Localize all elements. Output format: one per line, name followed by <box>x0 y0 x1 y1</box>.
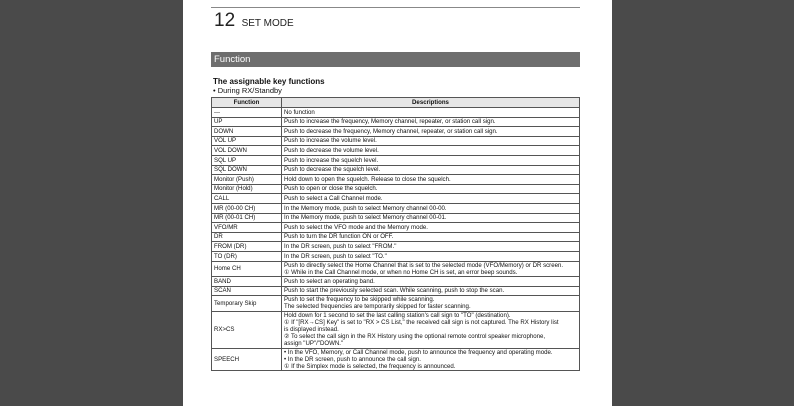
description-cell <box>282 213 580 223</box>
function-cell: VOL UP <box>212 136 282 146</box>
description-cell <box>282 251 580 261</box>
section-subheading: • During RX/Standby <box>213 86 282 95</box>
assignable-keys-table <box>211 97 580 371</box>
function-cell: MR (00-00 CH) <box>212 203 282 213</box>
function-cell: SPEECH <box>212 348 282 371</box>
description-cell <box>282 223 580 233</box>
function-cell: MR (00-01 CH) <box>212 213 282 223</box>
description-cell <box>282 232 580 242</box>
description-line: Push to increase the frequency, Memory channel, repeater, or station call sign. <box>284 118 496 126</box>
function-cell: DR <box>212 232 282 242</box>
description-line: assign "UP"/"DOWN." <box>284 340 344 348</box>
function-cell: Monitor (Push) <box>212 175 282 185</box>
table-row <box>212 296 580 311</box>
document-page <box>183 0 612 406</box>
table-row <box>212 194 580 204</box>
description-line: Push to decrease the volume level. <box>284 147 379 155</box>
description-line: ② To select the call sign in the RX History using the optional remote control speaker microphone, <box>284 333 546 341</box>
function-cell: RX>CS <box>212 311 282 348</box>
function-cell: BAND <box>212 276 282 286</box>
table-row <box>212 117 580 127</box>
description-line: • In the VFO, Memory, or Call Channel mode, push to announce the frequency and operating mode. <box>284 348 553 356</box>
description-line: Push to decrease the frequency, Memory channel, repeater, or station call sign. <box>284 127 498 135</box>
description-line: In the DR screen, push to select "FROM." <box>284 243 397 250</box>
chapter-number: 12 <box>214 10 236 31</box>
table-row <box>212 242 580 252</box>
description-cell <box>282 194 580 204</box>
description-cell <box>282 155 580 165</box>
table-row <box>212 127 580 137</box>
description-line: Hold down for 1 second to set the last calling station's call sign to "TO" (destination). <box>284 311 511 319</box>
description-cell <box>282 311 580 348</box>
table-row <box>212 232 580 242</box>
function-cell: VOL DOWN <box>212 146 282 156</box>
function-cell: FROM (DR) <box>212 242 282 252</box>
function-cell: SCAN <box>212 286 282 296</box>
table-row <box>212 146 580 156</box>
description-cell <box>282 184 580 194</box>
chapter-title: SET MODE <box>241 18 294 29</box>
description-cell <box>282 276 580 286</box>
description-cell <box>282 348 580 371</box>
description-line: Push to start the previously selected scan. While scanning, push to stop the scan. <box>284 287 505 295</box>
description-cell <box>282 136 580 146</box>
table-row <box>212 348 580 371</box>
description-line: Push to select an operating band. <box>284 277 375 285</box>
function-cell: SQL UP <box>212 155 282 165</box>
table-row <box>212 175 580 185</box>
function-cell: VFO/MR <box>212 223 282 233</box>
table-header-row <box>212 98 580 108</box>
description-cell <box>282 286 580 296</box>
description-line: In the DR screen, push to select "TO." <box>284 252 387 260</box>
viewer-background-right <box>612 0 794 406</box>
table-row <box>212 155 580 165</box>
description-cell <box>282 203 580 213</box>
description-cell <box>282 296 580 311</box>
table-row <box>212 136 580 146</box>
function-cell: UP <box>212 117 282 127</box>
description-line: ① If "[RX→CS] Key" is set to "RX > CS List," the received call sign is not captured. The RX History list <box>284 318 559 326</box>
viewer-background-left <box>0 0 183 406</box>
description-cell <box>282 175 580 185</box>
table-row <box>212 276 580 286</box>
chapter-header <box>214 10 294 32</box>
function-cell: --- <box>212 108 282 118</box>
description-line: Hold down to open the squelch. Release to close the squelch. <box>284 175 451 183</box>
function-cell: Home CH <box>212 261 282 276</box>
description-line: Push to increase the squelch level. <box>284 156 379 164</box>
description-line: Push to set the frequency to be skipped while scanning. <box>284 296 435 304</box>
description-line: In the Memory mode, push to select Memory channel 00-01. <box>284 214 447 222</box>
description-line: Push to select the VFO mode and the Memory mode. <box>284 223 428 231</box>
description-line: is displayed instead. <box>284 325 339 333</box>
function-cell: CALL <box>212 194 282 204</box>
description-line: ① While in the Call Channel mode, or when no Home CH is set, an error beep sounds. <box>284 268 518 276</box>
table-row <box>212 184 580 194</box>
section-bar: Function <box>211 52 580 67</box>
description-cell <box>282 108 580 118</box>
column-header-function: Function <box>212 98 282 108</box>
description-line: Push to turn the DR function ON or OFF. <box>284 233 394 241</box>
description-line: Push to decrease the squelch level. <box>284 166 381 174</box>
section-heading: The assignable key functions <box>213 77 325 86</box>
table-row <box>212 223 580 233</box>
description-cell <box>282 165 580 175</box>
table-row <box>212 165 580 175</box>
description-line: • In the DR screen, push to announce the call sign. <box>284 355 421 363</box>
function-cell: Temporary Skip <box>212 296 282 311</box>
description-line: No function <box>284 108 315 116</box>
description-cell <box>282 261 580 276</box>
table-row <box>212 311 580 348</box>
function-cell: TO (DR) <box>212 251 282 261</box>
description-line: In the Memory mode, push to select Memory channel 00-00. <box>284 204 447 212</box>
table-row <box>212 286 580 296</box>
description-cell <box>282 117 580 127</box>
description-line: ① If the Simplex mode is selected, the frequency is announced. <box>284 362 456 370</box>
function-cell: SQL DOWN <box>212 165 282 175</box>
description-line: Push to directly select the Home Channel that is set to the selected mode (VFO/Memory) or DR screen. <box>284 261 564 269</box>
description-cell <box>282 146 580 156</box>
description-cell <box>282 242 580 252</box>
description-cell <box>282 127 580 137</box>
function-cell: DOWN <box>212 127 282 137</box>
header-rule <box>211 7 580 8</box>
description-line: Push to increase the volume level. <box>284 137 377 145</box>
function-cell: Monitor (Hold) <box>212 184 282 194</box>
description-line: The selected frequencies are temporarily skipped for faster scanning. <box>284 303 471 311</box>
table-row <box>212 261 580 276</box>
table-row <box>212 203 580 213</box>
table-row <box>212 108 580 118</box>
description-line: Push to open or close the squelch. <box>284 185 378 193</box>
table-row <box>212 213 580 223</box>
description-line: Push to select a Call Channel mode. <box>284 195 383 203</box>
column-header-descriptions: Descriptions <box>282 98 580 108</box>
table-row <box>212 251 580 261</box>
